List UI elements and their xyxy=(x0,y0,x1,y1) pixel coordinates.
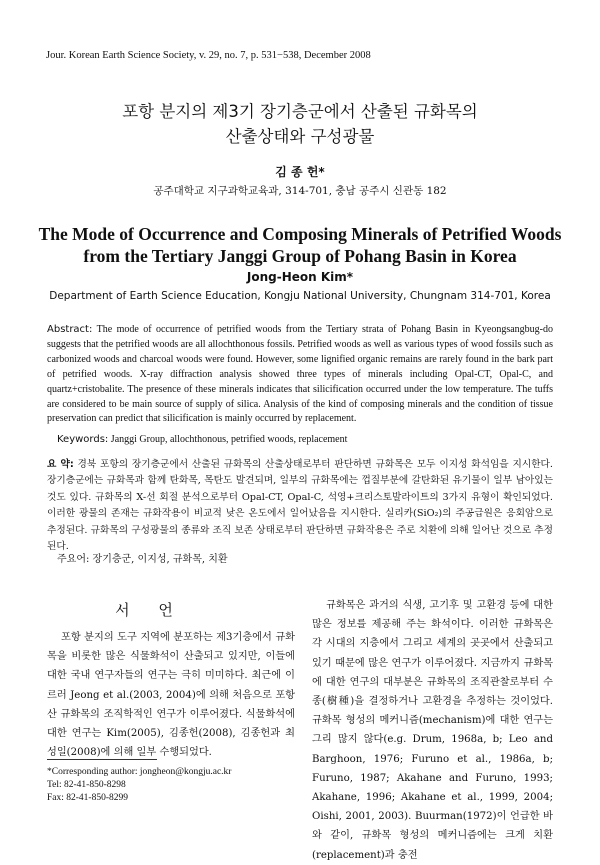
footnote xyxy=(47,766,231,805)
journal-citation: Jour. Korean Earth Science Society, v. 29, no. 7, p. 531−538, December 2008 xyxy=(46,50,371,61)
footnote-email: *Corresponding author: jongheon@kongju.ac.kr xyxy=(47,767,232,777)
abstract-label: Abstract: xyxy=(47,324,93,335)
korean-title-line-1: 포항 분지의 제3기 장기층군에서 산출된 규화목의 xyxy=(122,102,478,121)
body-column-left: 포항 분지의 도구 지역에 분포하는 제3기층에서 규화목을 비롯한 많은 식물화석이 산출되고 있지만, 이들에 대한 국내 연구자들의 연구는 극히 미미하다. 최근에 이르러 Jeong et al.(2003, 2004)에 의해 처음으로 포항산 규화목의 조직학적인 연구가 이루어졌다. 식물화석에 대한 연구는 Kim(2005), 김종헌(2008), 김종헌과 최성일(2008)에 의해 일부 수행되었다. xyxy=(47,632,295,759)
korean-author: 김 종 헌* xyxy=(275,165,325,179)
english-abstract xyxy=(47,323,553,427)
korean-abstract-text: 경북 포항의 장기층군에서 산출된 규화목의 산출상태로부터 판단하면 규화목은 모두 이지성 화석임을 지시한다. 장기층군에는 규화목과 함께 탄화목, 목탄도 발견되며, 일부의 규화목에는 껍질부분에 갈탄화된 유기물이 일부 남아있는 것도 있다. 규화목의 X-선 회절 분석으로부터 Opal-CT, Opal-C, 석영+크리스토발라이트의 3가지 유형이 확인되었다. 이러한 광물의 존재는 규화작용이 비교적 낮은 온도에서 일어났음을 지시한다. 실리카(SiO₂)의 주공급원은 응회암으로 추정된다. 규화목의 구성광물의 종류와 조직 보존 상태로부터 판단하면 규화작용은 주로 치환에 의해 일어난 것으로 추정된다. xyxy=(47,459,553,553)
english-title-line-2: from the Tertiary Janggi Group of Pohang Basin in Korea xyxy=(83,246,517,266)
section-heading-introduction: 서 언 xyxy=(115,601,185,619)
abstract-text: The mode of occurrence of petrified woods from the Tertiary strata of Pohang Basin in Kyeongsangbug-do suggests that the petrified woods are all allochthonous fossils. Petrified woods as well as various types of wood fossils such as carbonized woods and charcoal woods were found. However, some lignified organic remains are rarely found in the bark part of petrified woods. X-ray diffraction analysis showed three types of minerals including Opal-CT, Opal-C, and quartz+cristobalite. The presence of these minerals indicates that silicification occurred under the low temperature. The tuffs are considered to be main source of supply of silica. Analysis of the kind of composing minerals and the condition of tissue preservation can predict that silicification is mainly occurred by replacement. xyxy=(47,324,553,425)
body-column-right: 규화목은 과거의 식생, 고기후 및 고환경 등에 대한 많은 정보를 제공해 주는 화석이다. 이러한 규화목은 각 시대의 지층에서 그리고 세계의 곳곳에서 산출되고 있기 때문에 많은 연구가 이루어졌다. 지금까지 규화목에 대한 연구의 대부분은 규화목의 조직관찰로부터 수종(樹種)을 결정하거나 고환경을 추정하는 것이었다. 규화목 형성의 메커니즘(mechanism)에 대한 연구는 그리 많지 않다(e.g. Drum, 1968a, b; Leo and Barghoon, 1976; Furuno et al., 1986a, b; Furuno, 1987; Akahane and Furuno, 1993; Akahane, 1996; Akahane et al., 1999, 2004; Oishi, 2001, 2003). Buurman(1972)이 언급한 바와 같이, 규화목 형성의 메커니즘에는 크게 치환(replacement)과 충전 xyxy=(312,600,553,861)
footnote-divider xyxy=(47,759,157,760)
korean-abstract xyxy=(47,457,553,555)
english-affiliation: Department of Earth Science Education, Kongju National University, Chungnam 314-701, Korea xyxy=(49,290,551,302)
korean-abstract-label: 요 약: xyxy=(47,459,74,470)
footnote-tel: Tel: 82-41-850-8298 xyxy=(47,780,126,790)
keywords-label: Keywords: xyxy=(57,434,109,445)
korean-keywords-label: 주요어: xyxy=(57,554,90,565)
korean-keywords-text: 장기층군, 이지성, 규화목, 치환 xyxy=(89,554,228,565)
korean-title-line-2: 산출상태와 구성광물 xyxy=(225,127,375,146)
english-author: Jong-Heon Kim* xyxy=(246,270,354,284)
korean-affiliation: 공주대학교 지구과학교육과, 314-701, 충남 공주시 신관동 182 xyxy=(153,185,447,197)
english-title xyxy=(0,223,600,267)
korean-keywords xyxy=(57,550,228,565)
english-title-line-1: The Mode of Occurrence and Composing Minerals of Petrified Woods xyxy=(38,224,562,244)
keywords-text: Janggi Group, allochthonous, petrified woods, replacement xyxy=(108,434,348,445)
korean-title xyxy=(0,99,600,149)
footnote-fax: Fax: 82-41-850-8299 xyxy=(47,793,129,803)
english-keywords xyxy=(57,434,347,445)
